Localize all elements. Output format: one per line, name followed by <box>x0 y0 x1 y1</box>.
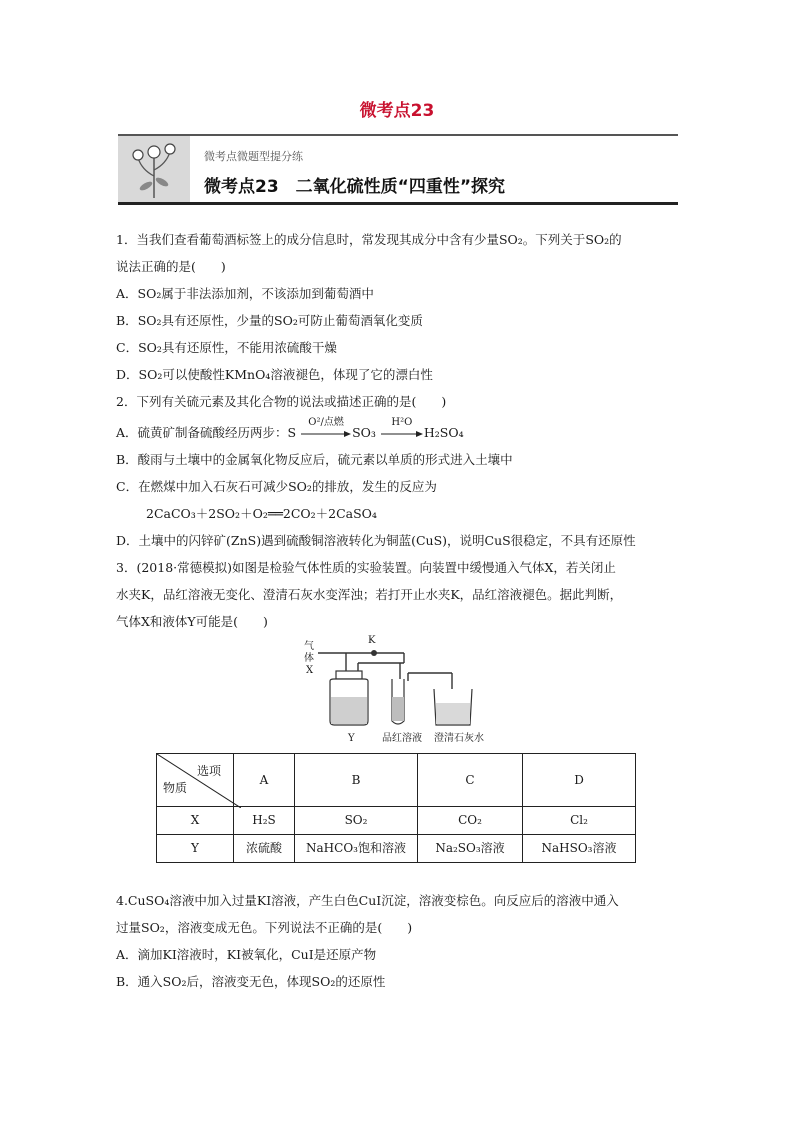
limewater-label: 澄清石灰水 <box>434 733 484 744</box>
q4-option-b: B．通入SO₂后，溶液变无色，体现SO₂的还原性 <box>116 974 386 989</box>
q1-option-c: C．SO₂具有还原性，不能用浓硫酸干燥 <box>116 340 337 355</box>
q4-stem-line2: 过量SO₂，溶液变成无色。下列说法不正确的是( ) <box>116 920 413 935</box>
header-c: C <box>418 754 523 807</box>
q3-stem-line1: 3．(2018·常德模拟)如图是检验气体性质的实验装置。向装置中缓慢通入气体X，若关闭止 <box>116 560 616 575</box>
q1-option-b: B．SO₂具有还原性，少量的SO₂可防止葡萄酒氧化变质 <box>116 313 423 328</box>
question-content <box>116 226 680 995</box>
liquid-label: Y <box>348 733 355 744</box>
reaction-arrow-1: O²/点燃 <box>300 427 352 441</box>
q4-stem-line1: 4.CuSO₄溶液中加入过量KI溶液，产生白色CuI沉淀，溶液变棕色。向反应后的溶液中通入 <box>116 893 619 908</box>
header-a: A <box>234 754 295 807</box>
q3-stem-line3: 气体X和液体Y可能是( ) <box>116 614 268 629</box>
diagonal-header-cell: 选项 物质 <box>157 754 234 807</box>
reaction-arrow-2: H²O <box>380 427 424 441</box>
options-table <box>156 753 636 863</box>
q2-option-a: A．硫黄矿制备硫酸经历两步：S O²/点燃 SO₃ H²O H₂SO₄ <box>116 416 464 440</box>
header-d: D <box>523 754 636 807</box>
q1-option-a: A．SO₂属于非法添加剂，不该添加到葡萄酒中 <box>116 286 374 301</box>
q1-option-d: D．SO₂可以使酸性KMnO₄溶液褪色，体现了它的漂白性 <box>116 367 433 382</box>
valve-label: K <box>368 635 376 646</box>
gas-label: 气 <box>304 641 314 652</box>
banner-subtitle: 微考点微题型提分练 <box>204 150 303 163</box>
header-b: B <box>295 754 418 807</box>
page-title: 微考点23 <box>359 101 435 121</box>
q3-stem-line2: 水夹K，品红溶液无变化、澄清石灰水变浑浊；若打开止水夹K，品红溶液褪色。据此判断， <box>116 587 623 602</box>
q2-stem: 2．下列有关硫元素及其化合物的说法或描述正确的是( ) <box>116 394 447 409</box>
q1-stem-line1: 1．当我们查看葡萄酒标签上的成分信息时，常发现其成分中含有少量SO₂。下列关于SO₂的 <box>116 232 622 247</box>
section-banner <box>118 134 678 205</box>
flower-illustration <box>118 136 190 202</box>
banner-title: 微考点23 二氧化硫性质“四重性”探究 <box>204 177 506 197</box>
apparatus-drawing <box>296 637 496 733</box>
q2-option-d: D．土壤中的闪锌矿(ZnS)遇到硫酸铜溶液转化为铜蓝(CuS)，说明CuS很稳定，不具有还原性 <box>116 533 636 548</box>
table-row: X H₂S SO₂ CO₂ Cl₂ <box>157 807 636 835</box>
q2-option-b: B．酸雨与土壤中的金属氧化物反应后，硫元素以单质的形式进入土壤中 <box>116 452 513 467</box>
pinhong-label: 品红溶液 <box>382 733 422 744</box>
apparatus-figure: 气 体 X K Y 品红溶液 澄清石灰水 <box>116 635 680 753</box>
table-row: Y 浓硫酸 NaHCO₃饱和溶液 Na₂SO₃溶液 NaHSO₃溶液 <box>157 835 636 863</box>
q1-stem-line2: 说法正确的是( ) <box>116 259 226 274</box>
q2-equation: 2CaCO₃＋2SO₂＋O₂══2CO₂＋2CaSO₄ <box>146 506 377 521</box>
q4-option-a: A．滴加KI溶液时，KI被氧化，CuI是还原产物 <box>116 947 377 962</box>
q2-option-c: C．在燃煤中加入石灰石可减少SO₂的排放，发生的反应为 <box>116 479 437 494</box>
